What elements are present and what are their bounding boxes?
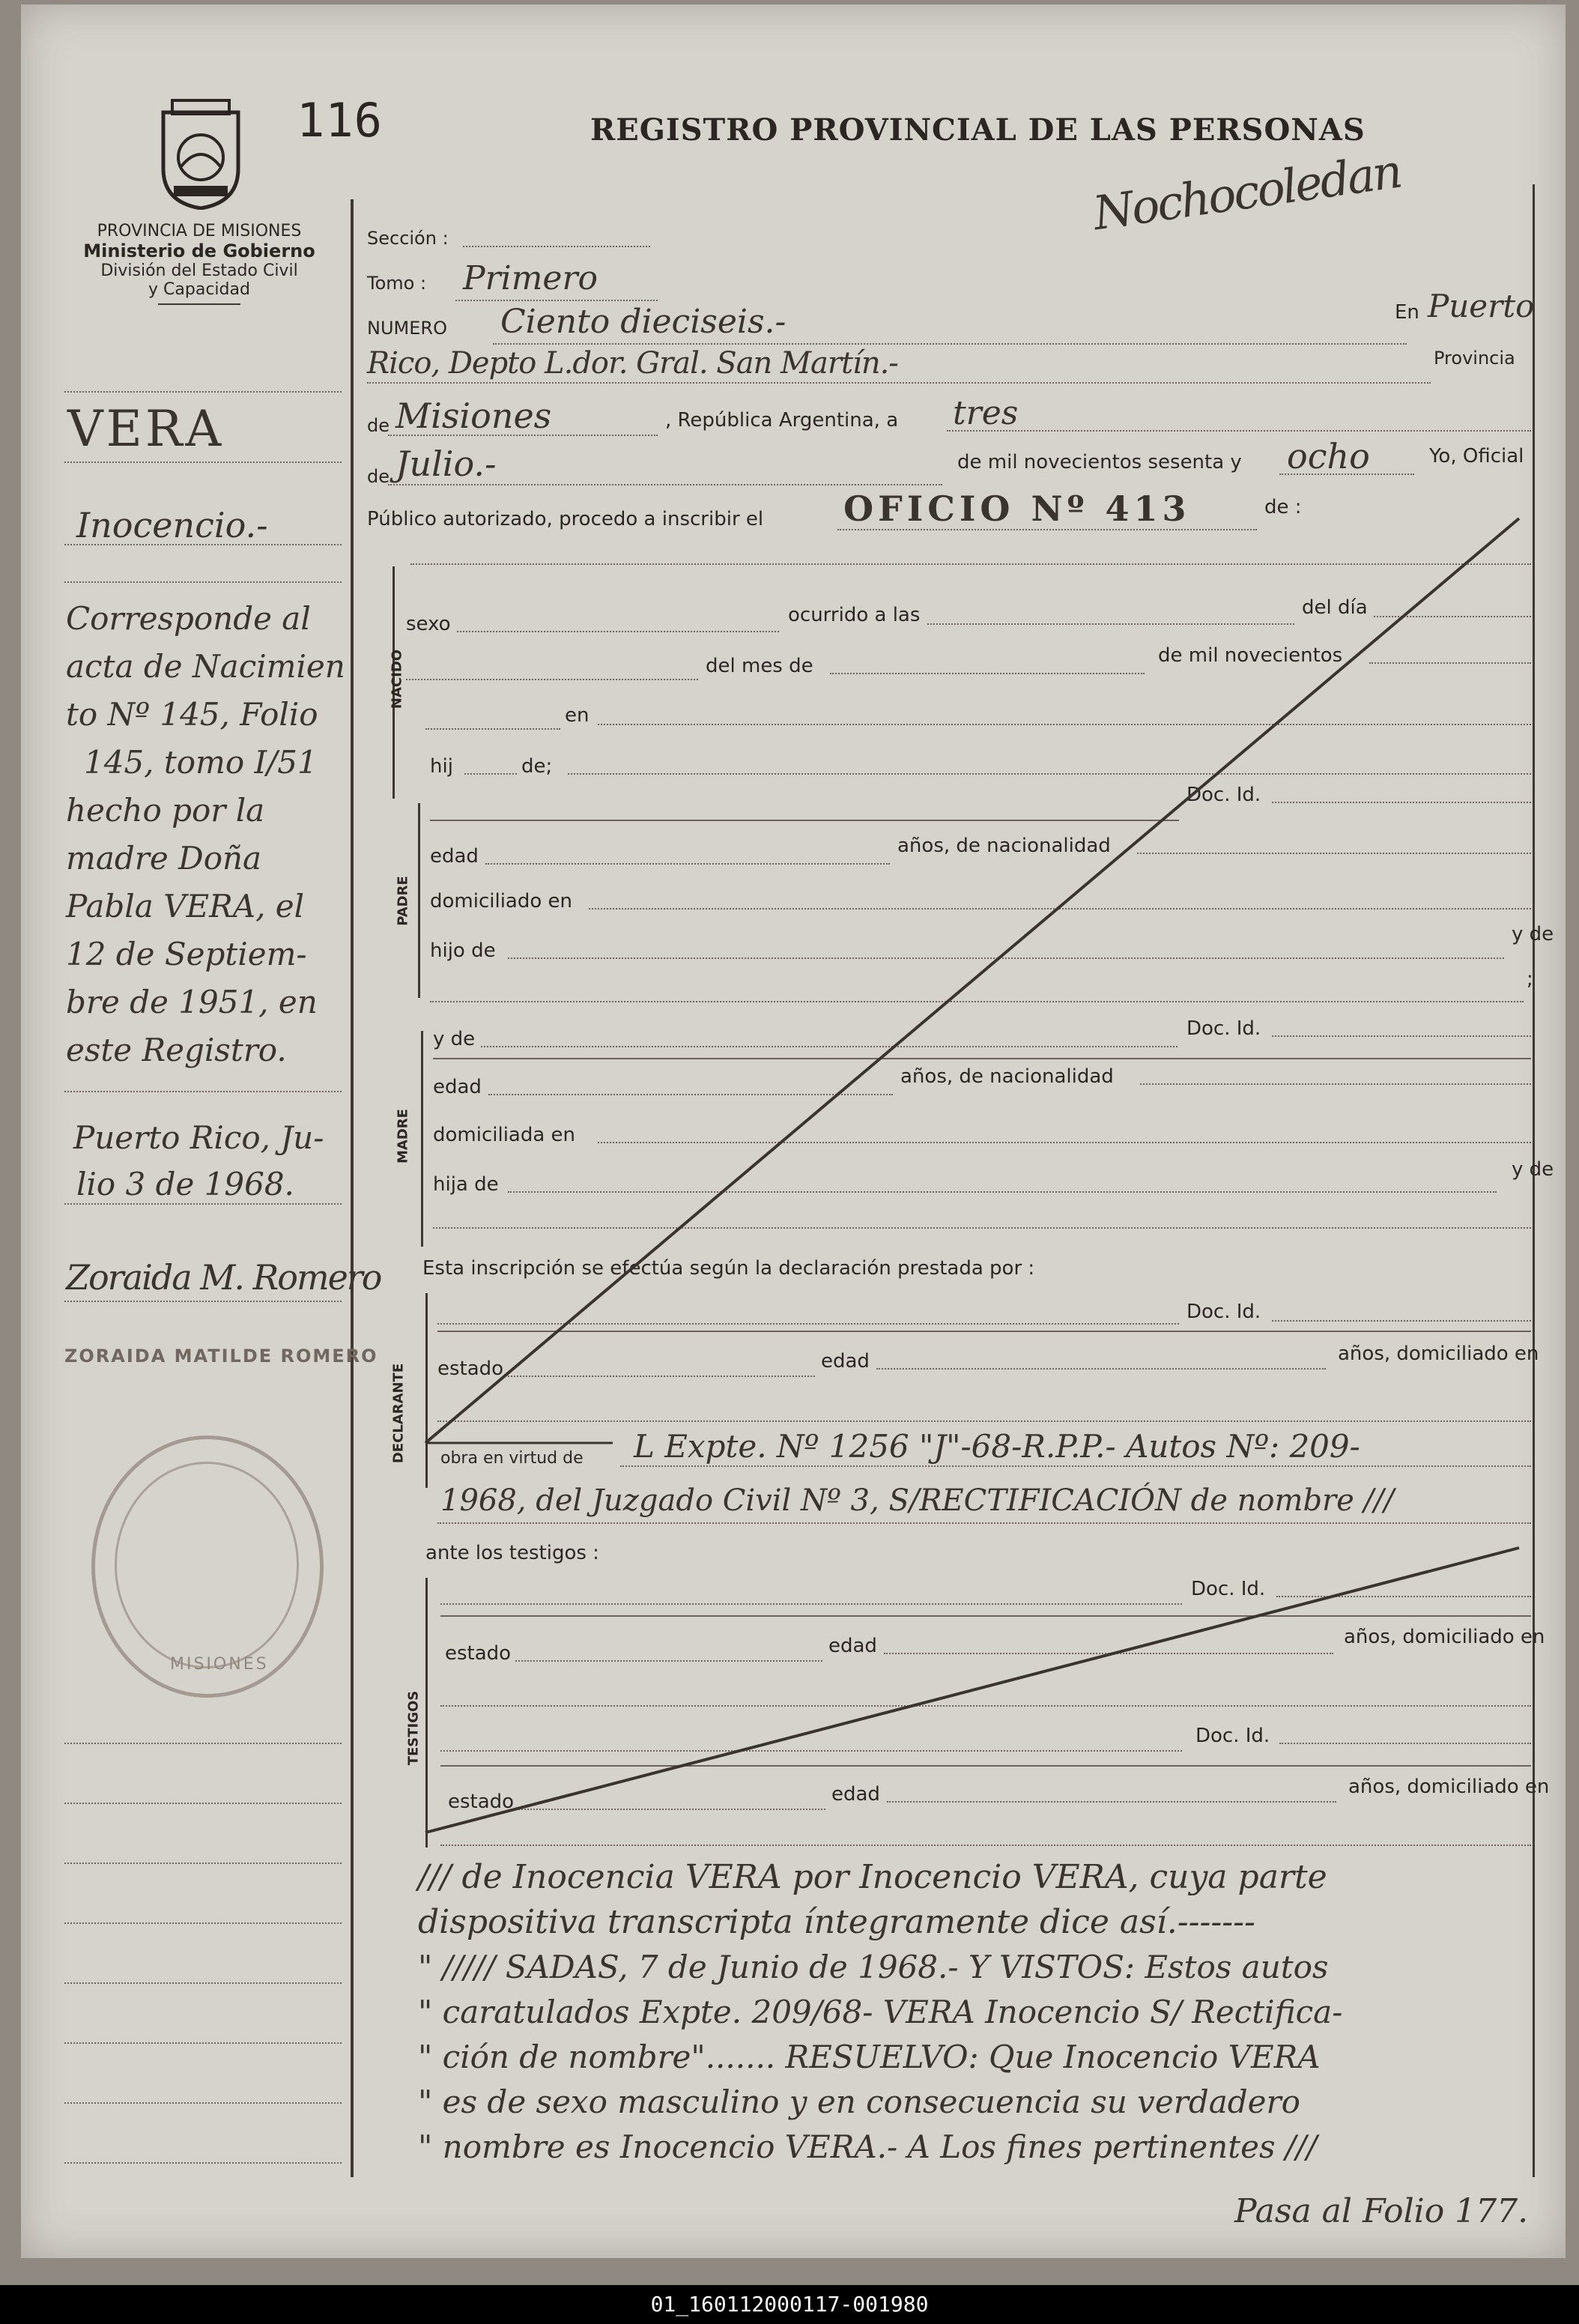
province-value: Misiones (395, 396, 552, 436)
folio-number: 116 (297, 93, 383, 148)
de2-label: de (367, 466, 390, 487)
declarante-section-label: DECLARANTE (390, 1363, 407, 1464)
transcription-line: " es de sexo masculino y en consecuencia su verdadero (418, 2084, 1300, 2120)
margin-place-date: Puerto Rico, Ju- (73, 1119, 324, 1156)
testigos-anos-dom-2: años, domiciliado en (1348, 1776, 1550, 1798)
testigos-intro: ante los testigos : (425, 1542, 599, 1564)
padre-doc-id-label: Doc. Id. (1186, 784, 1261, 806)
declarante-obra-value-2: 1968, del Juzgado Civil Nº 3, S/RECTIFICACIÓN de nombre /// (440, 1483, 1394, 1518)
hij-label: hij (430, 755, 453, 778)
document-title: REGISTRO PROVINCIAL DE LAS PERSONAS (590, 112, 1366, 148)
declarante-estado-label: estado (437, 1358, 504, 1380)
numero-value: Ciento dieciseis.- (500, 303, 787, 341)
padre-domiciliado-label: domiciliado en (430, 890, 573, 913)
transcription (418, 1855, 1542, 2170)
testigos-estado-1: estado (445, 1642, 512, 1665)
madre-y-de2-label: y de (1512, 1158, 1554, 1181)
oficio-value: OFICIO Nº 413 (843, 488, 1191, 529)
padre-y-de-label: y de (1512, 923, 1554, 945)
year-text: de mil novecientos sesenta y (957, 451, 1242, 473)
agency-capacity: y Capacidad (148, 280, 250, 299)
de-colon-label: de : (1264, 496, 1302, 518)
testigos-edad-2: edad (831, 1783, 880, 1806)
margin-note-line: Pabla VERA, el (66, 888, 305, 925)
padre-anos-nac-label: años, de nacionalidad (897, 835, 1111, 857)
declarante-edad-label: edad (821, 1350, 870, 1373)
transcription-line: /// de Inocencia VERA por Inocencio VERA, cuya parte (418, 1858, 1327, 1896)
margin-note-line: 145, tomo I/51 (84, 744, 318, 781)
padre-semicolon: ; (1527, 968, 1533, 990)
yo-oficial-label: Yo, Oficial (1429, 445, 1524, 467)
agency-ministry: Ministerio de Gobierno (83, 240, 315, 261)
transcription-line: dispositiva transcripta íntegramente dice así.------- (418, 1903, 1255, 1941)
madre-edad-label: edad (433, 1076, 482, 1098)
footer-note: Pasa al Folio 177. (1234, 2192, 1529, 2230)
testigos-estado-2: estado (448, 1791, 515, 1813)
madre-section-label: MADRE (395, 1109, 411, 1163)
seccion-label: Sección : (367, 228, 449, 249)
tomo-value: Primero (463, 259, 598, 297)
margin-note-line: acta de Nacimien (66, 648, 345, 685)
transcription-line: " ción de nombre"....... RESUELVO: Que Inocencio VERA (418, 2039, 1321, 2075)
en-value: Puerto (1428, 288, 1535, 324)
sexo-label: sexo (406, 613, 451, 635)
official-signature: Nochocoledan (1089, 143, 1404, 241)
madre-anos-nac-label: años, de nacionalidad (900, 1065, 1114, 1088)
margin-note-line: madre Doña (66, 840, 262, 877)
image-id: 01_160112000117-001980 (650, 2292, 929, 2317)
register-page (21, 4, 1566, 2258)
provincia-label: Provincia (1434, 348, 1515, 369)
margin-surname: VERA (67, 400, 225, 458)
declarante-obra-value-1: L Expte. Nº 1256 "J"-68-R.P.P.- Autos Nº: 209- (634, 1428, 1360, 1465)
day-value: tres (953, 394, 1019, 432)
testigos-doc-id-2: Doc. Id. (1195, 1725, 1270, 1747)
padre-hijo-de-label: hijo de (430, 939, 496, 962)
madre-y-de-label: y de (433, 1028, 476, 1050)
madre-doc-id-label: Doc. Id. (1186, 1017, 1261, 1040)
place-value: Rico, Depto L.dor. Gral. San Martín.- (367, 346, 898, 381)
de-label: de (367, 415, 390, 436)
publico-label: Público autorizado, procedo a inscribir el (367, 508, 764, 530)
padre-section-label: PADRE (395, 876, 411, 926)
margin-place-date: lio 3 de 1968. (76, 1166, 294, 1202)
margin-note-line: 12 de Septiem- (66, 936, 307, 972)
margin-note-line: hecho por la (66, 792, 265, 829)
en-label: En (1395, 301, 1419, 324)
republica-label: , República Argentina, a (665, 409, 899, 432)
en-nacido-label: en (565, 704, 590, 727)
ocurrido-label: ocurrido a las (788, 604, 921, 626)
transcription-line: " ///// SADAS, 7 de Junio de 1968.- Y VISTOS: Estos autos (418, 1949, 1329, 1985)
padre-edad-label: edad (430, 845, 479, 868)
margin-note-line: este Registro. (66, 1032, 287, 1068)
madre-hija-de-label: hija de (433, 1173, 499, 1196)
numero-label: NUMERO (367, 318, 447, 339)
nacido-section-label: NACIDO (389, 649, 405, 709)
agency-province: PROVINCIA DE MISIONES (97, 222, 302, 240)
margin-note-line: Corresponde al (66, 600, 311, 637)
margin-given-name: Inocencio.- (76, 505, 268, 545)
madre-domiciliada-label: domiciliada en (433, 1124, 576, 1146)
image-id-bar (0, 2285, 1579, 2324)
year-value: ocho (1287, 436, 1370, 476)
del-mes-label: del mes de (706, 655, 813, 677)
declarante-obra-label: obra en virtud de (440, 1449, 584, 1468)
margin-note-line: to Nº 145, Folio (66, 696, 318, 733)
declarante-intro: Esta inscripción se efectúa según la declaración prestada por : (422, 1257, 1035, 1280)
de-semicolon-label: de; (521, 755, 553, 778)
tomo-label: Tomo : (367, 273, 427, 294)
margin-signer-stamp: ZORAIDA MATILDE ROMERO (64, 1346, 378, 1367)
month-value: Julio.- (395, 444, 497, 484)
testigos-doc-id-1: Doc. Id. (1191, 1578, 1266, 1600)
declarante-anos-dom-label: años, domiciliado en (1338, 1343, 1539, 1365)
del-dia-label: del día (1302, 596, 1368, 619)
margin-note-line: bre de 1951, en (66, 984, 318, 1020)
testigos-anos-dom-1: años, domiciliado en (1344, 1626, 1545, 1648)
margin-signer-signature: Zoraida M. Romero (66, 1257, 381, 1298)
seal-text: MISIONES (170, 1655, 269, 1674)
declarante-doc-id-label: Doc. Id. (1186, 1301, 1261, 1323)
testigos-section-label: TESTIGOS (405, 1690, 422, 1766)
testigos-edad-1: edad (828, 1635, 877, 1657)
transcription-line: " nombre es Inocencio VERA.- A Los fines pertinentes /// (418, 2128, 1318, 2165)
agency-division: División del Estado Civil (100, 261, 298, 280)
de-mil-label: de mil novecientos (1158, 644, 1343, 667)
transcription-line: " caratulados Expte. 209/68- VERA Inocencio S/ Rectifica- (418, 1994, 1343, 2030)
